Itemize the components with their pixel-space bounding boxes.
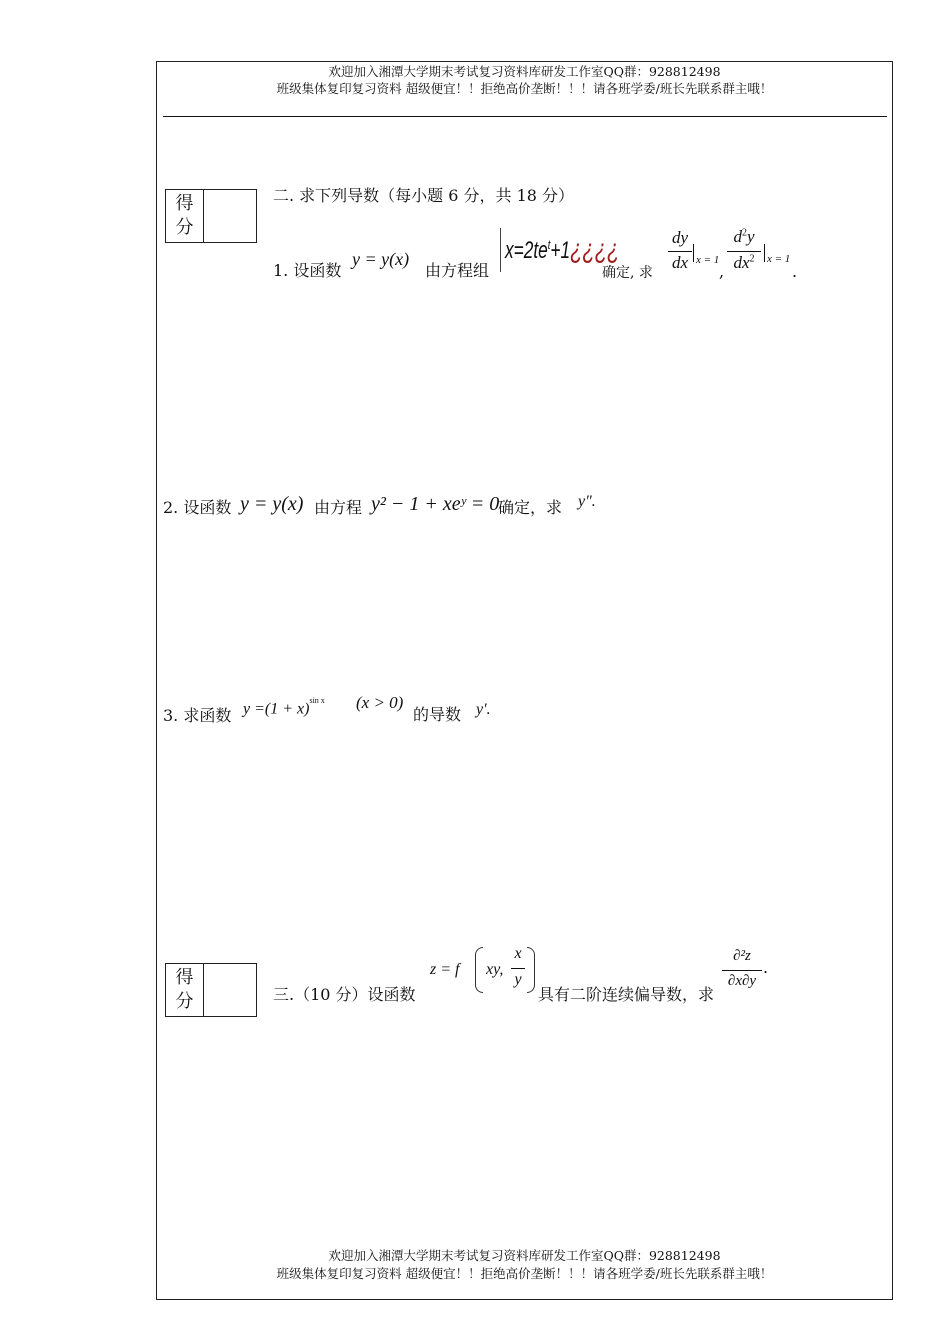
d1-eval-point: x = 1 — [696, 254, 720, 266]
s3-func-arg1: xy, — [486, 961, 504, 978]
q3-exponent: sin x — [309, 696, 325, 705]
section-3-end: . — [763, 958, 769, 977]
pd-numerator: ∂²z — [733, 948, 751, 964]
q1-garbled-glyphs: ¿¿¿¿ — [570, 233, 620, 264]
s3-frac-numerator: x — [514, 945, 522, 962]
footer-line-2: 班级集体复印复习资料 超级便宜！！拒绝高价垄断！！！请各班学委/班长先联系群主哦！ — [276, 1266, 773, 1281]
q3-function: y =(1 + x) — [243, 700, 310, 718]
q1-mid-text: 由方程组 — [425, 261, 490, 280]
d1-denominator: dx — [671, 253, 689, 272]
section-2-title: 二. 求下列导数（每小题 6 分，共 18 分） — [273, 186, 575, 205]
d1-numerator: dy — [671, 228, 689, 247]
score-label-fen: 分 — [175, 991, 194, 1012]
q1-system-equation: x=2te — [505, 237, 548, 264]
footer-line-1: 欢迎加入湘潭大学期末考试复习资料库研发工作室QQ群：928812498 — [328, 1248, 721, 1263]
score-label-fen: 分 — [175, 217, 194, 238]
q1-suffix: 确定, 求 — [602, 265, 653, 281]
q3-prefix: 3. 求函数 — [163, 706, 232, 725]
left-paren — [475, 947, 483, 993]
q2-target: y″. — [578, 493, 596, 510]
right-paren — [527, 947, 535, 993]
q2-mid-text: 由方程 — [314, 498, 363, 517]
section-3-title: 三.（10 分）设函数 — [273, 985, 416, 1004]
section-3-function — [430, 943, 538, 1001]
d2-numerator-var: y — [746, 227, 755, 246]
q3-target: y′. — [476, 701, 491, 718]
d2-numerator-d: d — [733, 227, 742, 246]
q1-second-derivative — [727, 225, 799, 277]
q1-end: . — [792, 262, 798, 281]
q2-prefix: 2. 设函数 — [163, 498, 232, 517]
q2-function: y = y(x) — [240, 493, 304, 515]
d2-eval-point: x = 1 — [767, 253, 791, 265]
q2-suffix: 确定，求 — [498, 498, 563, 517]
q1-system-tail: +1 — [550, 237, 571, 264]
score-label-de: 得 — [175, 967, 194, 988]
q1-system-exponent: t — [547, 237, 551, 252]
s3-frac-denominator: y — [514, 971, 522, 988]
d2-denominator: dx — [733, 253, 750, 272]
q1-first-derivative — [666, 228, 718, 276]
q2-equation: y² − 1 + xeʸ = 0 — [371, 493, 500, 515]
q1-function: y = y(x) — [352, 249, 410, 269]
header-rule — [163, 116, 887, 117]
score-box-section-3 — [165, 963, 257, 1017]
system-brace — [500, 228, 502, 272]
s3-func-lhs: z = f — [430, 961, 460, 978]
q1-comma: , — [719, 262, 725, 281]
header-line-2: 班级集体复印复习资料 超级便宜！！拒绝高价垄断！！！请各班学委/班长先联系群主哦！ — [276, 81, 773, 96]
pd-denominator: ∂x∂y — [727, 973, 757, 989]
header-line-1: 欢迎加入湘潭大学期末考试复习资料库研发工作室QQ群：928812498 — [328, 64, 721, 79]
section-3-middle: 具有二阶连续偏导数，求 — [538, 985, 715, 1004]
q3-suffix: 的导数 — [413, 705, 462, 724]
score-label-de: 得 — [175, 193, 194, 214]
q1-prefix: 1. 设函数 — [273, 261, 342, 280]
d2-denominator-exponent: 2 — [749, 253, 755, 265]
q3-condition: (x > 0) — [356, 693, 404, 712]
score-box-section-2 — [165, 189, 257, 243]
q1-equation-system — [500, 226, 620, 276]
d2-numerator-exponent: 2 — [741, 227, 747, 239]
